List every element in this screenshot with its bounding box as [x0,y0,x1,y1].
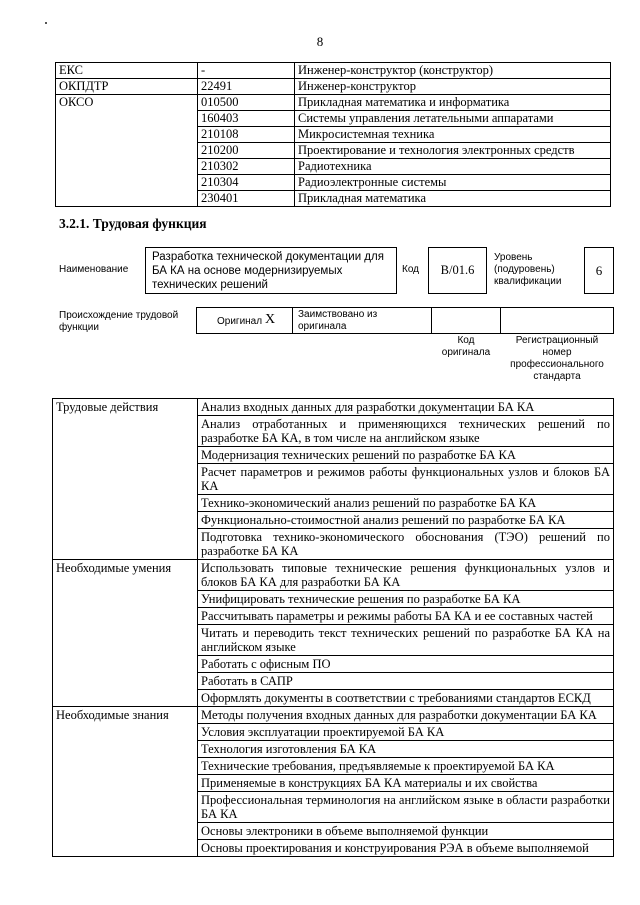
section-heading-cell: Необходимые умения [53,560,198,707]
function-name-box [145,247,397,294]
item-cell: Подготовка технико-экономического обоснования (ТЭО) решений по разработке БА КА [198,529,614,560]
original-code-box [431,307,501,334]
origin-label: Происхождение трудовой функции [59,310,179,333]
item-cell: Расчет параметров и режимов работы функциональных узлов и блоков БА КА [198,464,614,495]
item-cell: Модернизация технических решений по разработке БА КА [198,447,614,464]
item-cell: Читать и переводить текст технических решений по разработке БА КА на английском языке [198,625,614,656]
classification-code-cell: 010500 [198,95,295,111]
classification-title-cell: Микросистемная техника [295,127,611,143]
item-cell: Анализ входных данных для разработки документации БА КА [198,399,614,416]
item-cell: Рассчитывать параметры и режимы работы БА КА и ее составных частей [198,608,614,625]
classification-code-cell: 210108 [198,127,295,143]
item-cell: Технология изготовления БА КА [198,741,614,758]
classification-name-cell: ЕКС [56,63,198,79]
item-cell: Работать с офисным ПО [198,656,614,673]
item-cell: Основы проектирования и конструирования РЭА в объеме выполняемой [198,840,614,857]
page-number: 8 [316,34,324,49]
item-cell: Технико-экономический анализ решений по разработке БА КА [198,495,614,512]
classification-name-cell [56,127,198,143]
original-mark: X [265,312,276,327]
item-cell: Унифицировать технические решения по разработке БА КА [198,591,614,608]
item-cell: Методы получения входных данных для разработки документации БА КА [198,707,614,724]
item-cell: Применяемые в конструкциях БА КА материалы и их свойства [198,775,614,792]
classification-code-cell: 230401 [198,191,295,207]
classification-title-cell: Инженер-конструктор (конструктор) [295,63,611,79]
section-title: 3.2.1. Трудовая функция [59,216,207,231]
classification-code-cell: 160403 [198,111,295,127]
classification-code-cell: - [198,63,295,79]
item-cell: Профессиональная терминология на английском языке в области разработки БА КА [198,792,614,823]
classification-row [56,63,611,79]
classification-title-cell: Прикладная математика и информатика [295,95,611,111]
classification-code-cell: 210302 [198,159,295,175]
original-label: Оригинал [217,316,263,327]
classification-title-cell: Прикладная математика [295,191,611,207]
classification-code-cell: 210304 [198,175,295,191]
level-label: Уровень (подуровень) квалификации [494,252,562,287]
classification-row [56,95,611,111]
classification-name-cell [56,143,198,159]
item-cell: Использовать типовые технические решения функциональных узлов и блоков БА КА для разработки БА КА [198,560,614,591]
classification-code-cell: 210200 [198,143,295,159]
classification-title-cell: Радиоэлектронные системы [295,175,611,191]
item-cell: Условия эксплуатации проектируемой БА КА [198,724,614,741]
table-row [53,560,614,591]
function-details-table [52,398,614,857]
table-row [53,399,614,416]
classification-title-cell: Инженер-конструктор [295,79,611,95]
level-value: 6 [595,263,603,278]
classification-title-cell: Проектирование и технология электронных средств [295,143,611,159]
item-cell: Оформлять документы в соответствии с требованиями стандартов ЕСКД [198,690,614,707]
name-label: Наименование [59,264,129,275]
classification-name-cell [56,111,198,127]
level-box [584,247,614,294]
classification-row [56,79,611,95]
registration-caption: Регистрационный номер профессионального стандарта [510,335,604,382]
borrowed-box [292,307,432,334]
original-code-caption: Код оригинала [441,335,491,358]
borrowed-label: Заимствовано из оригинала [298,309,378,332]
original-box [196,307,293,334]
classification-name-cell [56,175,198,191]
code-label: Код [402,264,420,275]
classification-title-cell: Радиотехника [295,159,611,175]
classification-row [56,191,611,207]
classification-row [56,175,611,191]
item-cell: Основы электроники в объеме выполняемой функции [198,823,614,840]
item-cell: Анализ отработанных и применяющихся технических решений по разработке БА КА, в том числе на английском языке [198,416,614,447]
classification-row [56,111,611,127]
section-heading-cell: Трудовые действия [53,399,198,560]
classification-name-cell: ОКПДТР [56,79,198,95]
section-heading-cell: Необходимые знания [53,707,198,857]
classification-name-cell [56,159,198,175]
item-cell: Технические требования, предъявляемые к проектируемой БА КА [198,758,614,775]
classification-title-cell: Системы управления летательными аппаратами [295,111,611,127]
classification-code-cell: 22491 [198,79,295,95]
function-code-value: B/01.6 [440,263,475,277]
function-code-box [428,247,487,294]
classification-table [55,62,611,207]
table-row [53,707,614,724]
registration-number-box [500,307,614,334]
item-cell: Функционально-стоимостной анализ решений по разработке БА КА [198,512,614,529]
classification-row [56,127,611,143]
item-cell: Работать в САПР [198,673,614,690]
function-name-value: Разработка технической документации для БА КА на основе модернизируемых технических решений [152,251,384,291]
classification-row [56,143,611,159]
scan-speck [45,22,47,24]
classification-row [56,159,611,175]
classification-name-cell [56,191,198,207]
classification-name-cell: ОКСО [56,95,198,111]
